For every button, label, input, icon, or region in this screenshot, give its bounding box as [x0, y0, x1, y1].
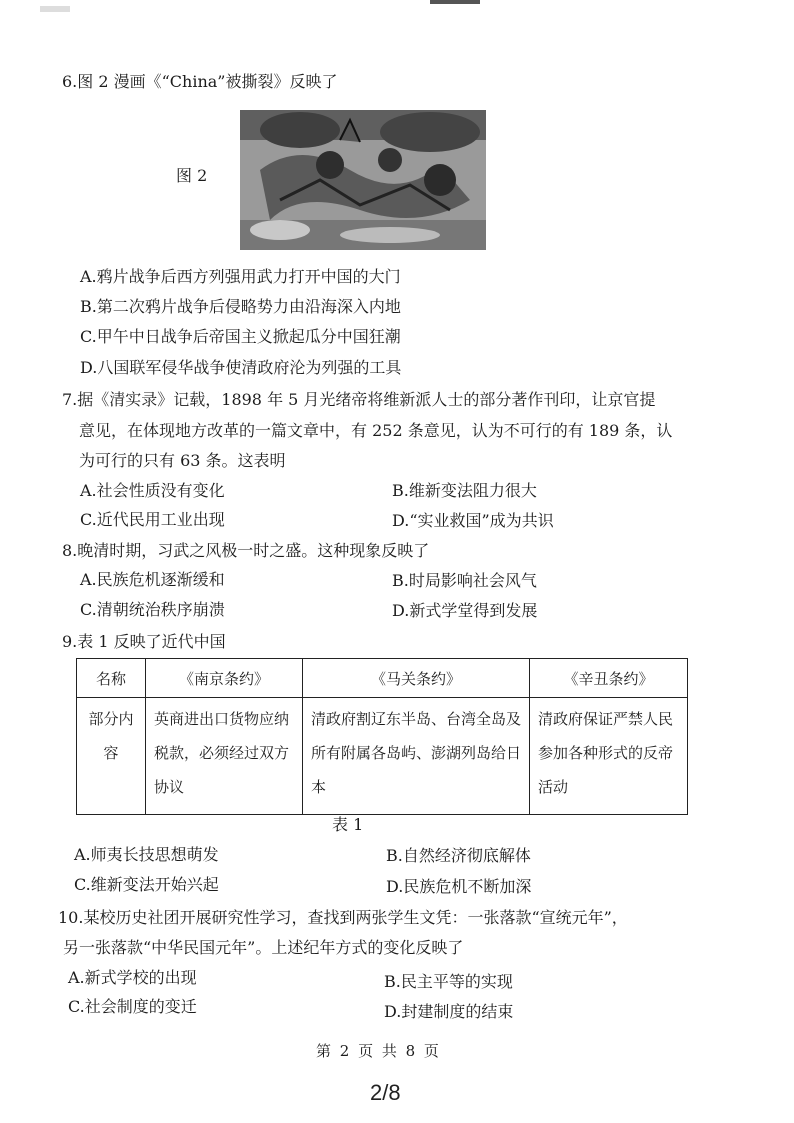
q6-option-a: A.鸦片战争后西方列强用武力打开中国的大门 — [80, 267, 401, 286]
q10-stem-line-1: 10.某校历史社团开展研究性学习，查找到两张学生文凭：一张落款“宣统元年”， — [58, 908, 628, 927]
table-header-cell: 《马关条约》 — [303, 659, 530, 698]
q9-option-a: A.师夷长技思想萌发 — [74, 845, 219, 864]
q9-stem: 9.表 1 反映了近代中国 — [62, 632, 226, 651]
figure-2-label: 图 2 — [176, 166, 208, 185]
q10-stem-line-2: 另一张落款“中华民国元年”。上述纪年方式的变化反映了 — [63, 938, 464, 957]
table-1 — [76, 658, 688, 815]
q7-option-b: B.维新变法阻力很大 — [392, 481, 537, 500]
q7-option-a: A.社会性质没有变化 — [80, 481, 225, 500]
q8-option-d: D.新式学堂得到发展 — [392, 601, 538, 620]
table-cell-nanjing: 英商进出口货物应纳税款，必须经过双方协议 — [146, 698, 303, 815]
q6-option-b: B.第二次鸦片战争后侵略势力由沿海深入内地 — [80, 297, 401, 316]
q10-option-d: D.封建制度的结束 — [384, 1002, 514, 1021]
q7-stem-line-2: 意见，在体现地方改革的一篇文章中，有 252 条意见，认为不可行的有 189 条，认 — [79, 421, 673, 440]
q8-option-a: A.民族危机逐渐缓和 — [80, 570, 225, 589]
q8-stem: 8.晚清时期，习武之风极一时之盛。这种现象反映了 — [62, 541, 430, 560]
q7-option-d: D.“实业救国”成为共识 — [392, 511, 554, 530]
q9-option-b: B.自然经济彻底解体 — [386, 846, 531, 865]
table-header-cell: 《南京条约》 — [146, 659, 303, 698]
q6-option-c: C.甲午中日战争后帝国主义掀起瓜分中国狂潮 — [80, 327, 401, 346]
table-header-cell: 名称 — [77, 659, 146, 698]
china-torn-cartoon-image — [240, 110, 486, 250]
q7-stem-line-1: 7.据《清实录》记载，1898 年 5 月光绪帝将维新派人士的部分著作刊印，让京官提 — [62, 390, 656, 409]
table-row-label: 部分内容 — [77, 698, 146, 815]
q10-option-a: A.新式学校的出现 — [68, 968, 197, 987]
table-cell-xinchou: 清政府保证严禁人民参加各种形式的反帝活动 — [530, 698, 688, 815]
scan-artifact — [40, 6, 70, 12]
header-mark — [430, 0, 480, 4]
table-header-cell: 《辛丑条约》 — [530, 659, 688, 698]
q10-option-b: B.民主平等的实现 — [384, 972, 513, 991]
table-caption: 表 1 — [332, 815, 364, 834]
table-row — [77, 698, 688, 815]
cartoon-illustration — [240, 110, 486, 250]
q7-option-c: C.近代民用工业出现 — [80, 510, 225, 529]
q9-option-d: D.民族危机不断加深 — [386, 877, 532, 896]
page-footer: 第 2 页 共 8 页 — [316, 1042, 441, 1060]
page-indicator: 2/8 — [370, 1080, 401, 1105]
q6-stem: 6.图 2 漫画《“China”被撕裂》反映了 — [62, 72, 338, 91]
q10-option-c: C.社会制度的变迁 — [68, 997, 197, 1016]
table-header-row — [77, 659, 688, 698]
q9-option-c: C.维新变法开始兴起 — [74, 875, 219, 894]
q6-option-d: D.八国联军侵华战争使清政府沦为列强的工具 — [80, 358, 402, 377]
q7-stem-line-3: 为可行的只有 63 条。这表明 — [79, 451, 286, 470]
q8-option-c: C.清朝统治秩序崩溃 — [80, 600, 225, 619]
table-cell-maguan: 清政府割辽东半岛、台湾全岛及所有附属各岛屿、澎湖列岛给日本 — [303, 698, 530, 815]
q8-option-b: B.时局影响社会风气 — [392, 571, 537, 590]
